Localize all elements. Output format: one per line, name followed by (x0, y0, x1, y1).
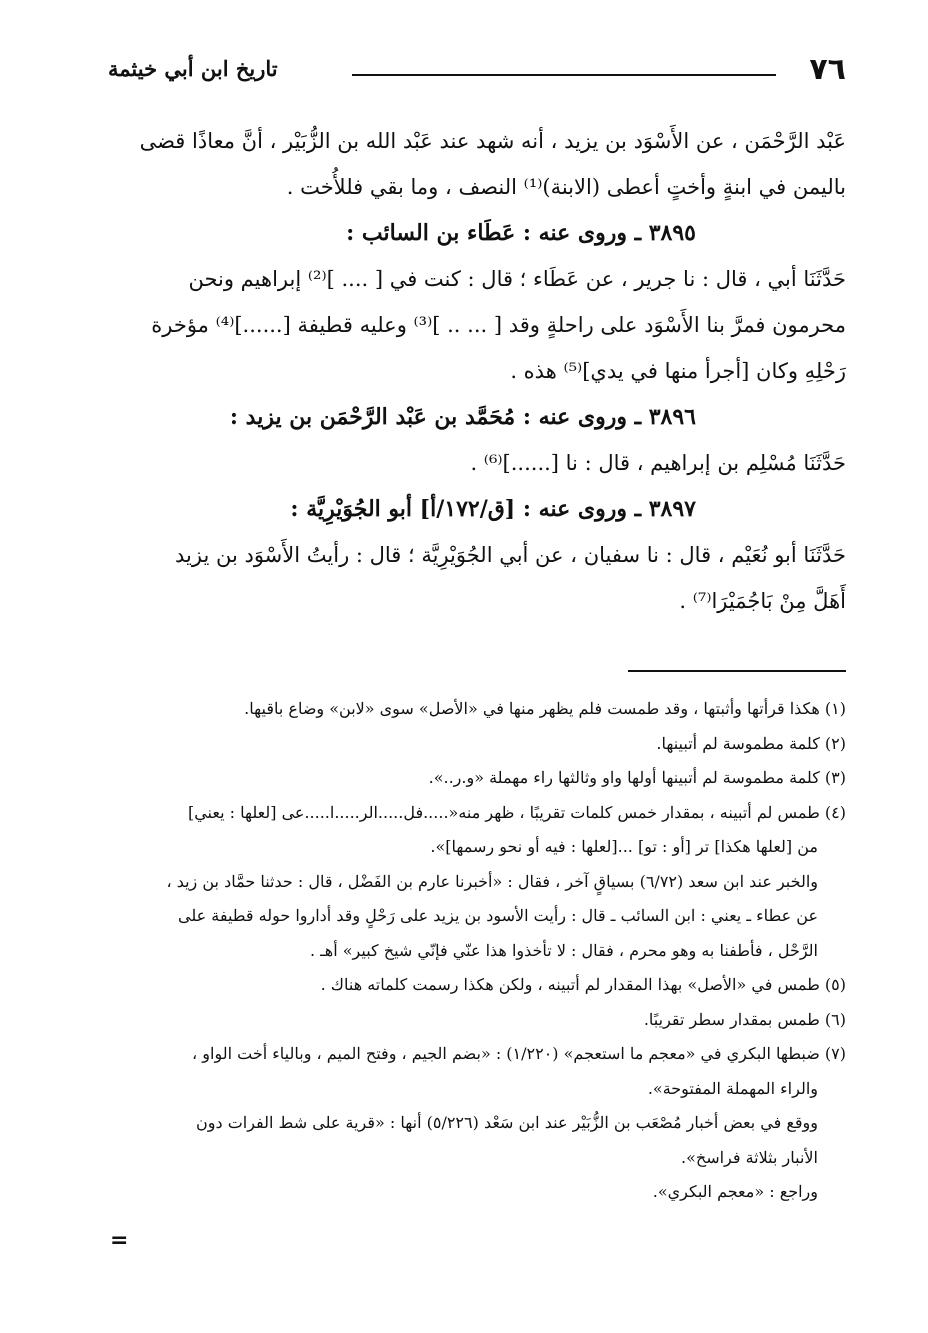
footnote-7-continuation: الأنبار بثلاثة فراسخ». (680, 1147, 818, 1167)
text-line: عَبْد الرَّحْمَن ، عن الأَسْوَد بن يزيد ، أنه شهد عند عَبْد الله بن الزُّبَيْر ، أنَّ معاذًا قضى (139, 129, 846, 153)
footnote-7: (٧) ضبطها البكري في «معجم ما استعجم» (١/٢٢٠) : «بضم الجيم ، وفتح الميم ، وبالياء أخت الواو ، (192, 1044, 846, 1063)
footnote-6: (٦) طمس بمقدار سطر تقريبًا. (643, 1009, 846, 1029)
text-line: حَدَّثَنَا مُسْلِم بن إبراهيم ، قال : نا [......]⁽⁶⁾ . (470, 451, 846, 475)
entry-heading-3895: ٣٨٩٥ ـ وروى عنه : عَطَاء بن السائب : (346, 220, 696, 246)
footnote-2: (٢) كلمة مطموسة لم أتبينها. (656, 733, 846, 753)
footnote-4: (٤) طمس لم أتبينه ، بمقدار خمس كلمات تقريبًا ، ظهر منه«.....فل.....الر.....ا.....عى [لعلها : يعني] (187, 802, 846, 822)
footnote-4-continuation: عن عطاء ـ يعني : ابن السائب ـ قال : رأيت الأسود بن يزيد على رَحْلٍ وقد أداروا حوله قطيفة على (178, 906, 818, 925)
text-line: حَدَّثَنَا أبو نُعَيْم ، قال : نا سفيان ، عن أبي الجُوَيْرِيَّة ؛ قال : رأيتُ الأَسْوَد بن يزيد (175, 543, 846, 567)
footnote-7-continuation: ووقع في بعض أخبار مُصْعَب بن الزُّبَيْر عند ابن سَعْد (٥/٢٢٦) أنها : «قرية على شط الفرات دون (196, 1113, 818, 1132)
footnote-7-continuation: والراء المهملة المفتوحة». (647, 1078, 818, 1098)
page-header (108, 52, 846, 96)
footnote-4-continuation: والخبر عند ابن سعد (٦/٧٢) بسياقٍ آخر ، فقال : «أخبرنا عارم بن الفَضْل ، قال : حدثنا حمَّاد بن زيد ، (166, 871, 818, 891)
text-line: باليمن في ابنةٍ وأختٍ أعطى (الابنة)⁽¹⁾ النصف ، وما بقي فللأُخت . (286, 175, 846, 199)
footnote-1: (١) هكذا قرأتها وأثبتها ، وقد طمست فلم يظهر منها في «الأصل» سوى «لابن» وضاع باقيها. (244, 699, 846, 718)
footnote-3: (٣) كلمة مطموسة لم أتبينها أولها واو وثالثها راء مهملة «و.ر..». (428, 768, 846, 787)
text-line: حَدَّثَنَا أبي ، قال : نا جرير ، عن عَطَاء ؛ قال : كنت في [ .... ]⁽²⁾ إبراهيم ونحن (188, 267, 846, 291)
footnote-4-continuation: من [لعلها هكذا] تر [أو : تو] ...[لعلها : فيه أو نحو رسمها]». (430, 837, 818, 856)
footnote-7-continuation: وراجع : «معجم البكري». (652, 1182, 818, 1201)
main-text (108, 118, 846, 624)
running-title: تاريخ ابن أبي خيثمة (108, 56, 278, 81)
footnotes (108, 692, 846, 1210)
footnote-4-continuation: الرَّحْل ، فأطفنا به وهو محرم ، فقال : لا تأخذوا هذا عنّي فإنّي شيخ كبير» أهـ . (309, 940, 818, 960)
entry-heading-3897: ٣٨٩٧ ـ وروى عنه : [ق/١٧٢/أ] أبو الجُوَيْرِيَّة : (290, 496, 696, 522)
entry-heading-3896: ٣٨٩٦ ـ وروى عنه : مُحَمَّد بن عَبْد الرَّحْمَن بن يزيد : (229, 404, 696, 430)
footnote-separator (628, 670, 846, 672)
text-line: أَهَلَّ مِنْ بَاجُمَيْرَا⁽⁷⁾ . (679, 589, 846, 613)
continuation-mark: = (110, 1228, 129, 1253)
text-line: رَحْلِهِ وكان [أجرأ منها في يدي]⁽⁵⁾ هذه . (510, 359, 846, 383)
page-number: ٧٦ (809, 52, 846, 87)
header-rule (352, 74, 776, 76)
text-line: محرمون فمرَّ بنا الأَسْوَد على راحلةٍ وقد [ ... .. ]⁽³⁾ وعليه قطيفة [......]⁽⁴⁾ مؤخرة (151, 313, 846, 337)
footnote-5: (٥) طمس في «الأصل» بهذا المقدار لم أتبينه ، ولكن هكذا رسمت كلماته هناك . (320, 975, 846, 994)
